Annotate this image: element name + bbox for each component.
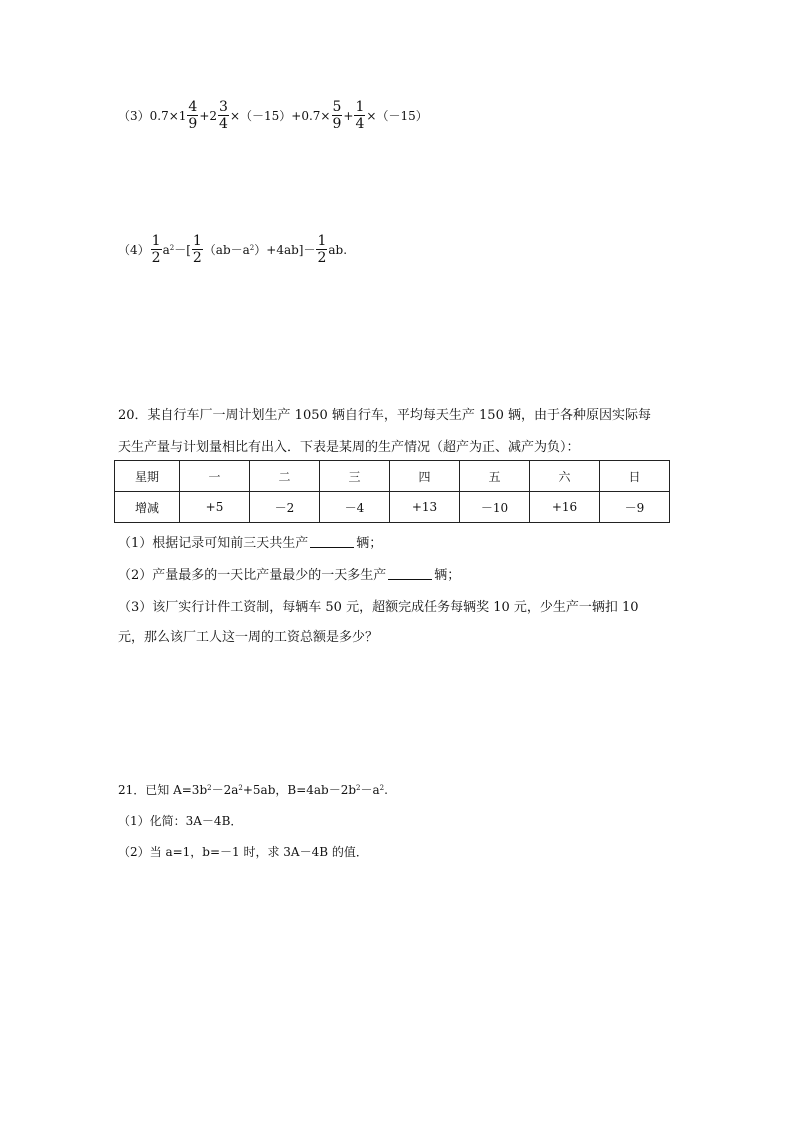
q19-part3-expression: （3） 0.7×1 $\frac{4}{9}$ +2 $\frac{3}{4}$ ×（－15）+0.7× $\frac{5}{9}$ + $\frac{1}{4}$ ×（－15）	[118, 99, 428, 132]
q20-intro-line2: 天生产量与计划量相比有出入．下表是某周的生产情况（超产为正、减产为负）：	[118, 440, 580, 455]
day-cell: 三	[320, 461, 390, 492]
q21-statement: 21．已知 A=3b $^2$ －2a $^2$ +5ab，B=4ab－2b $^2$ －a $^2$ .	[118, 782, 388, 797]
value-cell: －9	[600, 492, 670, 523]
part-label: （4）	[118, 243, 150, 257]
q20-sub3-line1: （3）该厂实行计件工资制，每辆车 50 元，超额完成任务每辆奖 10 元，少生产一辆扣 10	[118, 600, 639, 615]
q21-sub1: （1）化简：3A－4B．	[118, 814, 243, 828]
fraction: $\frac{1}{2}$	[317, 233, 327, 266]
day-cell: 四	[390, 461, 460, 492]
fraction: $\frac{1}{2}$	[192, 233, 202, 266]
fraction: $\frac{4}{9}$	[188, 99, 198, 132]
fraction: $\frac{5}{9}$	[332, 99, 342, 132]
production-table	[114, 460, 670, 523]
day-cell: 日	[600, 461, 670, 492]
part-label: （3）	[118, 109, 150, 123]
fraction: $\frac{3}{4}$	[219, 99, 228, 132]
value-cell: +13	[390, 492, 460, 523]
value-cell: －2	[250, 492, 320, 523]
answer-blank[interactable]	[310, 535, 354, 548]
day-cell: 六	[530, 461, 600, 492]
day-cell: 一	[180, 461, 250, 492]
q20-intro-line1: 20．某自行车厂一周计划生产 1050 辆自行车，平均每天生产 150 辆，由于各种原因实际每	[118, 408, 651, 423]
q20-sub2: （2）产量最多的一天比产量最少的一天多生产 辆；	[118, 568, 461, 583]
fraction: $\frac{1}{4}$	[355, 99, 365, 132]
table-row	[115, 492, 670, 523]
table-header-label: 星期	[115, 461, 180, 492]
value-cell: －4	[320, 492, 390, 523]
fraction: $\frac{1}{2}$	[151, 233, 161, 266]
table-row-label: 增减	[115, 492, 180, 523]
value-cell: －10	[460, 492, 530, 523]
value-cell: +16	[530, 492, 600, 523]
day-cell: 五	[460, 461, 530, 492]
q20-sub1: （1）根据记录可知前三天共生产 辆；	[118, 536, 383, 551]
q20-sub3-line2: 元，那么该厂工人这一周的工资总额是多少？	[118, 630, 379, 645]
q19-part4-expression: （4） $\frac{1}{2}$ a $^2$ －[ $\frac{1}{2}$ （ab－a $^2$ ）+4ab]－ $\frac{1}{2}$ ab.	[118, 233, 348, 266]
table-row	[115, 461, 670, 492]
answer-blank[interactable]	[388, 567, 432, 580]
q21-sub2: （2）当 a=1，b=－1 时，求 3A－4B 的值．	[118, 845, 368, 859]
value-cell: +5	[180, 492, 250, 523]
day-cell: 二	[250, 461, 320, 492]
